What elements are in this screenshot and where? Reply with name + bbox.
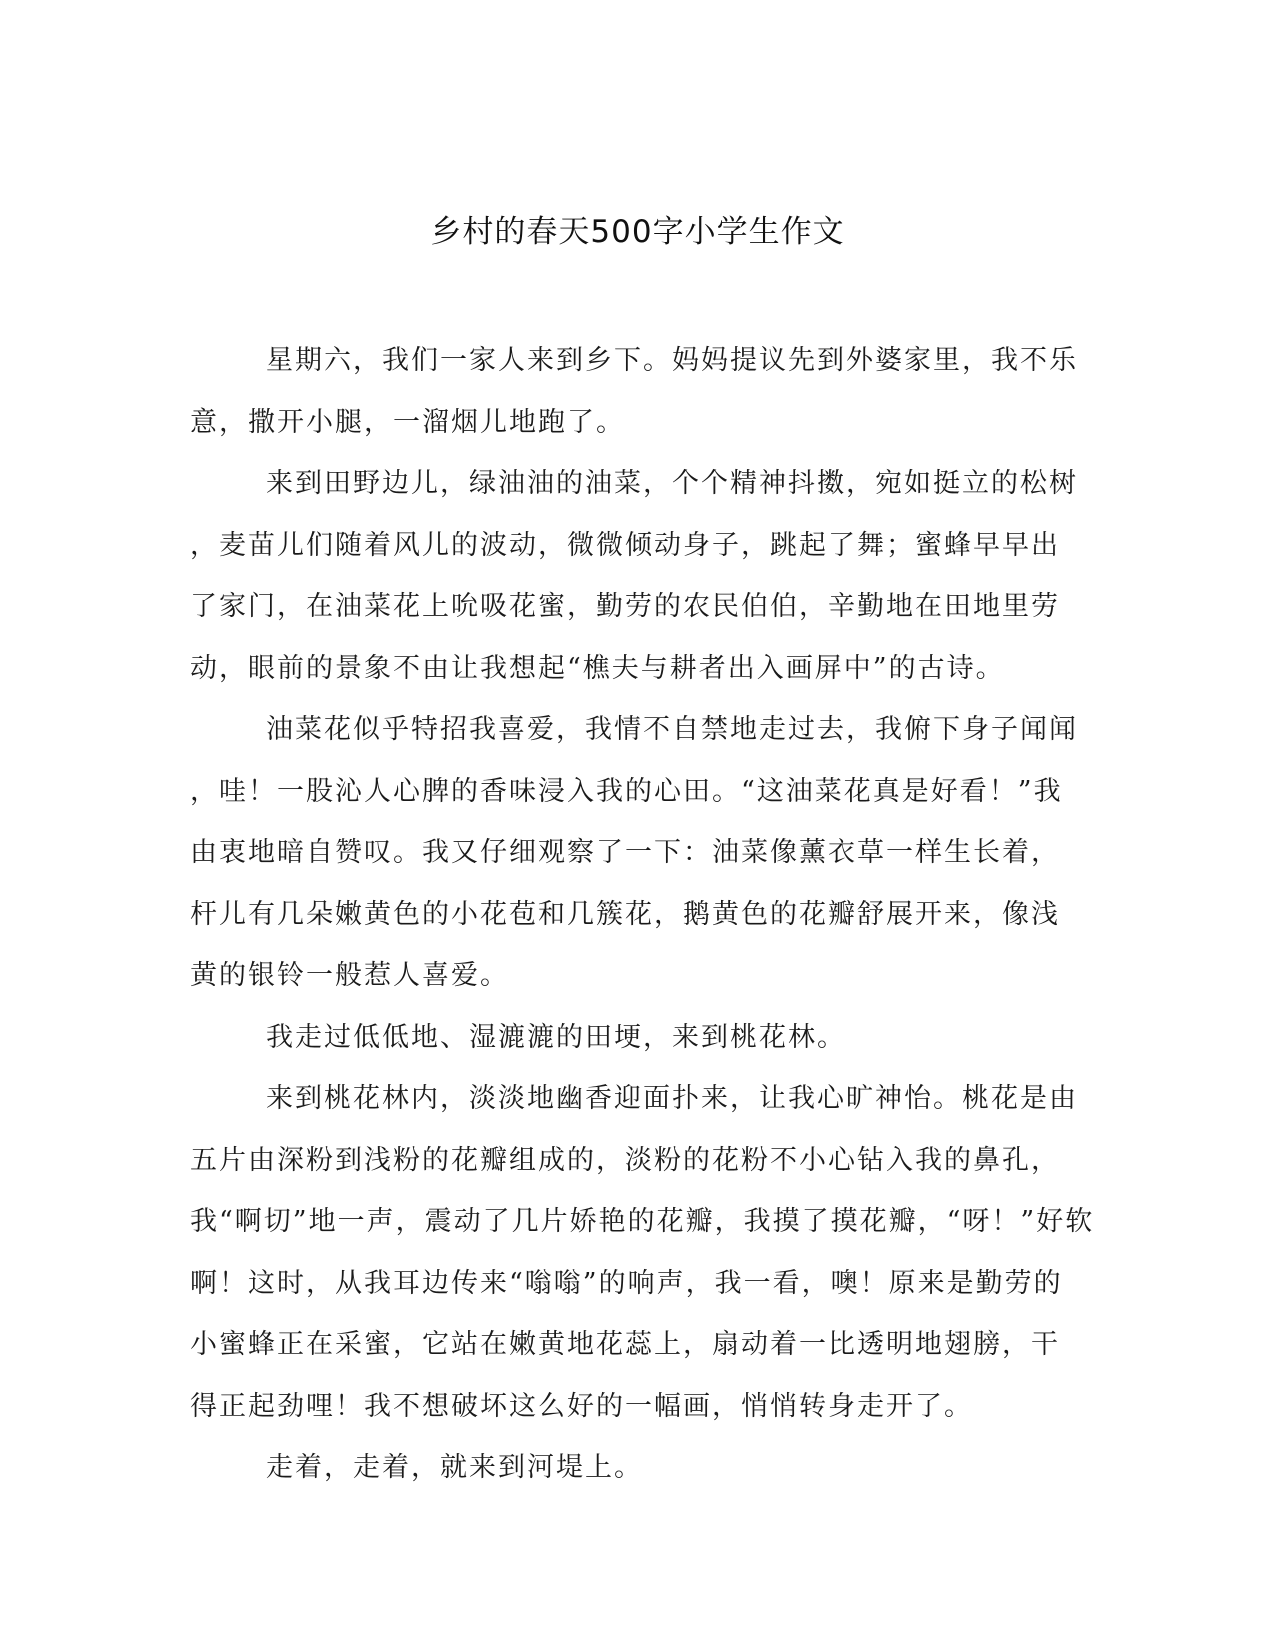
text-line: ，哇！一股沁人心脾的香味浸入我的心田。“这油菜花真是好看！”我	[190, 775, 1063, 807]
text-line: 走着，走着，就来到河堤上。	[266, 1452, 643, 1483]
text-line: 我走过低低地、湿漉漉的田埂，来到桃花林。	[266, 1021, 846, 1053]
text-line: 啊！这时，从我耳边传来“嗡嗡”的响声，我一看，噢！原来是勤劳的	[190, 1267, 1063, 1299]
document-title: 乡村的春天500字小学生作文	[430, 214, 845, 250]
text-line: ，麦苗儿们随着风儿的波动，微微倾动身子，跳起了舞；蜜蜂早早出	[190, 529, 1060, 561]
text-line: 五片由深粉到浅粉的花瓣组成的，淡粉的花粉不小心钻入我的鼻孔，	[190, 1144, 1060, 1176]
text-line: 油菜花似乎特招我喜爱，我情不自禁地走过去，我俯下身子闻闻	[266, 714, 1078, 745]
text-line: 得正起劲哩！我不想破坏这么好的一幅画，悄悄转身走开了。	[190, 1390, 973, 1422]
text-line: 来到桃花林内，淡淡地幽香迎面扑来，让我心旷神怡。桃花是由	[266, 1083, 1078, 1114]
text-line: 星期六，我们一家人来到乡下。妈妈提议先到外婆家里，我不乐	[266, 345, 1078, 376]
text-line: 动，眼前的景象不由让我想起“樵夫与耕者出入画屏中”的古诗。	[190, 652, 1005, 684]
text-line: 了家门，在油菜花上吮吸花蜜，勤劳的农民伯伯，辛勤地在田地里劳	[190, 591, 1060, 622]
text-line: 我“啊切”地一声，震动了几片娇艳的花瓣，我摸了摸花瓣，“呀！”好软	[190, 1206, 1095, 1237]
text-line: 意，撒开小腿，一溜烟儿地跑了。	[190, 406, 625, 438]
text-line: 黄的银铃一般惹人喜爱。	[190, 960, 509, 991]
text-line: 来到田野边儿，绿油油的油菜，个个精神抖擞，宛如挺立的松树	[266, 468, 1078, 499]
document-body	[190, 330, 1095, 1499]
text-line: 杆儿有几朵嫩黄色的小花苞和几簇花，鹅黄色的花瓣舒展开来，像浅	[190, 898, 1060, 930]
text-line: 小蜜蜂正在采蜜，它站在嫩黄地花蕊上，扇动着一比透明地翅膀，干	[190, 1329, 1060, 1360]
text-line: 由衷地暗自赞叹。我又仔细观察了一下：油菜像薰衣草一样生长着，	[190, 837, 1060, 868]
